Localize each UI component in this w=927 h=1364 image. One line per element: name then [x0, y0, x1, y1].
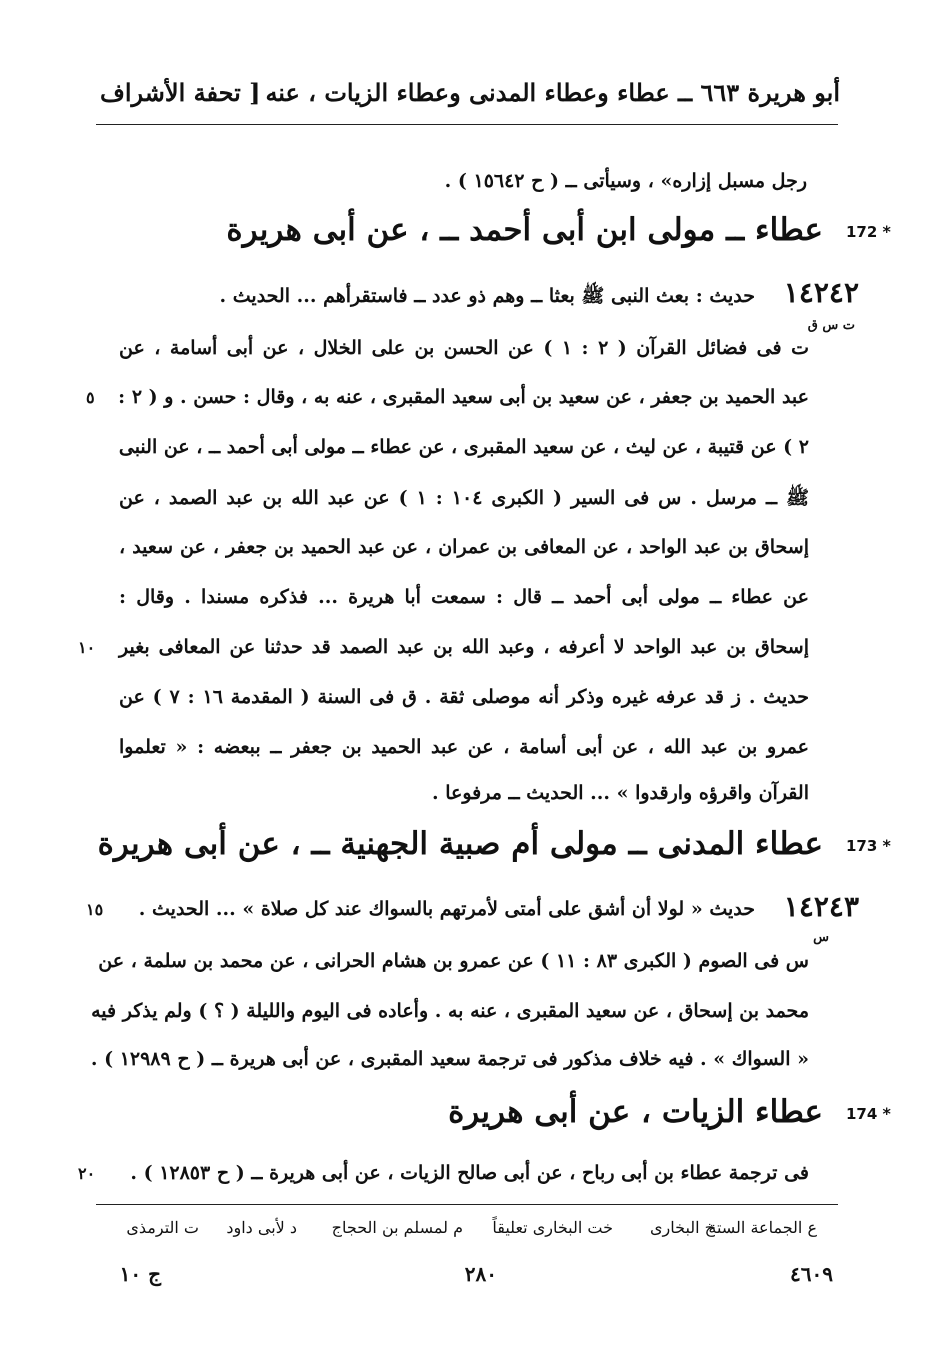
margin-line-number: ٥: [86, 388, 95, 407]
hadith-number: ١٤٢٤٢: [783, 276, 859, 309]
text-line: القرآن واقرؤه وارقدوا » ... الحديث ــ مرفوعا .: [431, 782, 809, 804]
section-number: 174 *: [846, 1104, 891, 1123]
text-line: « السواك » . فيه خلاف مذكور فى ترجمة سعيد المقبرى ، عن أبى هريرة ــ ( ح ١٢٩٨٩ ) .: [90, 1048, 809, 1070]
footer-abbr: خت البخارى تعليقاً: [492, 1218, 613, 1237]
text-line: فى ترجمة عطاء بن أبى رباح ، عن أبى صالح الزيات ، عن أبى هريرة ــ ( ح ١٢٨٥٣ ) .: [130, 1162, 809, 1184]
text-line: عبد الحميد بن جعفر ، عن سعيد بن أبى سعيد المقبرى ، عنه به ، وقال : حسن . و ( ٢ :: [118, 386, 809, 408]
header-book-title: [ تحفة الأشراف: [100, 78, 261, 107]
margin-line-number: ١٥: [86, 900, 104, 919]
volume-label: ج ١٠: [119, 1262, 161, 1286]
source-marker: ت س ق: [807, 318, 855, 333]
footer-abbr: م لمسلم بن الحجاج: [331, 1218, 463, 1237]
text-line: محمد بن إسحاق ، عن سعيد المقبرى ، عنه به . وأعاده فى اليوم والليلة ( ؟ ) ولم يذكر فيه: [91, 1000, 809, 1022]
header-rule: [96, 124, 838, 125]
section-number: 172 *: [846, 222, 891, 241]
header-title: أبو هريرة ٦٦٣ ــ عطاء وعطاء المدنى وعطاء الزيات ، عنه: [265, 78, 840, 107]
text-line: حديث . ز قد عرفه غيره وذكر أنه موصلى ثقة . ق فى السنة ( المقدمة ١٦ : ٧ ) عن: [119, 686, 809, 708]
text-line: عن عطاء ــ مولى أبى أحمد ــ قال : سمعت أبا هريرة ... فذكره مسندا . وقال :: [119, 586, 809, 608]
text-line: س فى الصوم ( الكبرى ٨٣ : ١١ ) عن عمرو بن هشام الحرانى ، عن محمد بن سلمة ، عن: [98, 950, 809, 972]
text-line: إسحاق بن عبد الواحد لا أعرفه ، وعبد الله بن عبد الصمد قد حدثنا عن المعافى بغير: [119, 636, 809, 658]
text-line: إسحاق بن عبد الواحد ، عن المعافى بن عمران ، عن عبد الحميد بن جعفر ، عن سعيد ،: [119, 536, 809, 558]
hadith-number: ١٤٢٤٣: [783, 890, 859, 923]
footer-rule: [96, 1204, 838, 1205]
text-line: ت فى فضائل القرآن ( ٢ : ١ ) عن الحسن بن على الخلال ، عن أبى أسامة ، عن: [119, 337, 809, 359]
carryover-line: رجل مسبل إزاره» ، وسيأتى ــ ( ح ١٥٦٤٢ ) .: [444, 170, 807, 192]
footer-abbr: ت الترمذى: [126, 1218, 199, 1237]
text-line: ٢ ) عن قتيبة ، عن ليث ، عن سعيد المقبرى ، عن عطاء ــ مولى أبى أحمد ــ ، عن النبى: [118, 436, 809, 458]
footer-abbr: خ البخارى: [649, 1218, 715, 1237]
section-heading: عطاء ــ مولى ابن أبى أحمد ــ ، عن أبى هريرة: [226, 212, 823, 248]
section-number: 173 *: [846, 836, 891, 855]
volume-number: ٤٦٠٩: [790, 1262, 833, 1286]
section-heading: عطاء المدنى ــ مولى أم صبية الجهنية ــ ، عن أبى هريرة: [97, 826, 823, 862]
source-marker: س: [813, 930, 829, 945]
margin-line-number: ٢٠: [78, 1164, 96, 1183]
text-line: ﷺ ــ مرسل . س فى السير ( الكبرى ١٠٤ : ١ ) عن عبد الله بن عبد الصمد ، عن: [119, 487, 810, 509]
hadith-text: حديث « لولا أن أشق على أمتى لأمرتهم بالسواك عند كل صلاة » ... الحديث .: [138, 898, 755, 920]
text-line: عمرو بن عبد الله ، عن أبى أسامة ، عن عبد الحميد بن جعفر ــ ببعضه : « تعلموا: [119, 736, 809, 758]
section-heading: عطاء الزيات ، عن أبى هريرة: [448, 1094, 823, 1130]
page-number: ٢٨٠: [464, 1262, 497, 1286]
footer-abbr: ع الجماعة الستة: [708, 1218, 817, 1237]
footer-abbr: د لأبى داود: [226, 1218, 297, 1237]
hadith-text: حديث : بعث النبى ﷺ بعثا ــ وهم ذو عدد ــ فاستقرأهم ... الحديث .: [219, 285, 755, 307]
running-header: [100, 78, 840, 118]
margin-line-number: ١٠: [78, 638, 96, 657]
